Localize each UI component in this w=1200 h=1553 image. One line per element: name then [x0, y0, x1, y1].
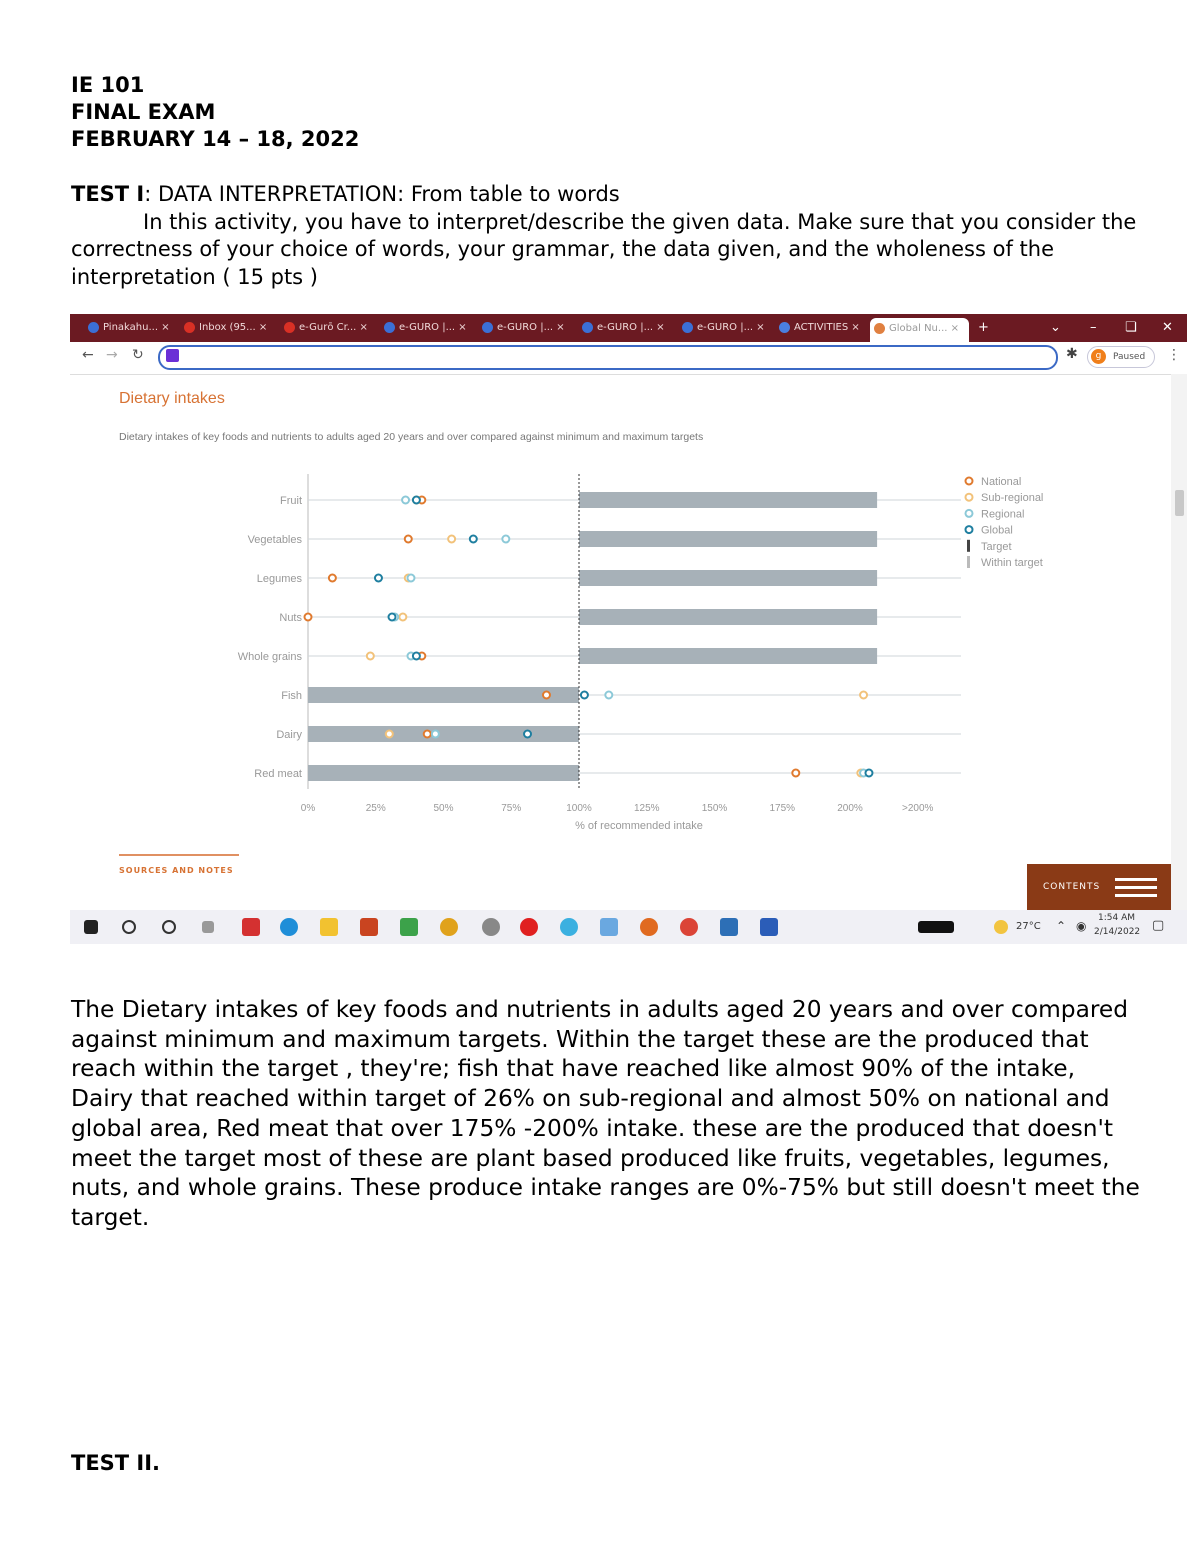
legend-marker — [967, 540, 970, 552]
browser-tab[interactable] — [870, 318, 969, 342]
contents-label: CONTENTS — [1043, 882, 1101, 892]
browser-tab-bar — [70, 314, 1187, 342]
tab-close-icon[interactable]: × — [356, 322, 368, 333]
tab-label: Inbox (95... — [199, 322, 256, 333]
within-target-bar — [308, 726, 579, 742]
data-point — [367, 653, 374, 660]
close-window-icon[interactable]: ✕ — [1162, 320, 1173, 335]
within-target-bar — [308, 765, 579, 781]
tab-close-icon[interactable]: × — [553, 322, 565, 333]
page-subtitle: Dietary intakes of key foods and nutrients to adults aged 20 years and over compared against minimum and maximum targets — [119, 431, 704, 443]
legend-marker — [967, 556, 970, 568]
page-scrollbar[interactable] — [1171, 374, 1187, 910]
cortana-icon[interactable] — [162, 920, 176, 934]
category-label: Fruit — [280, 495, 302, 507]
within-target-bar — [579, 492, 877, 508]
tab-label: e-GURO |... — [497, 322, 554, 333]
data-point — [405, 536, 412, 543]
x-tick-label: 25% — [365, 803, 386, 814]
windows-start-icon[interactable] — [84, 920, 98, 934]
chrome-icon[interactable] — [440, 918, 458, 936]
tab-close-icon[interactable]: × — [653, 322, 665, 333]
clock-date[interactable]: 2/14/2022 — [1094, 927, 1141, 937]
legend-label: Global — [981, 524, 1013, 537]
edge-browser-icon[interactable] — [280, 918, 298, 936]
gallery-app-icon[interactable] — [720, 918, 738, 936]
forward-icon[interactable]: → — [106, 347, 118, 363]
tray-app-icon[interactable] — [918, 921, 954, 933]
data-point — [448, 536, 455, 543]
clock-time[interactable]: 1:54 AM — [1098, 913, 1135, 923]
minimize-icon[interactable]: – — [1090, 320, 1097, 335]
browser-tab[interactable] — [578, 317, 672, 339]
data-point — [543, 692, 550, 699]
data-point — [375, 575, 382, 582]
course-code: IE 101 — [71, 73, 145, 97]
exam-dates: FEBRUARY 14 – 18, 2022 — [71, 127, 360, 151]
tab-label: e-GURO |... — [399, 322, 456, 333]
browser-tab[interactable] — [678, 317, 772, 339]
test2-heading: TEST II. — [71, 1451, 161, 1475]
tray-chevron-icon[interactable]: ⌃ — [1056, 919, 1067, 933]
legend-label: National — [981, 476, 1022, 488]
tab-favicon-icon — [582, 322, 593, 333]
temperature-readout: 27°C — [1016, 921, 1041, 932]
tab-favicon-icon — [874, 323, 885, 334]
firefox-icon[interactable] — [640, 918, 658, 936]
legend-label: Within target — [981, 557, 1043, 569]
web-page-content — [70, 374, 1187, 910]
page-title: Dietary intakes — [119, 390, 225, 407]
chrome-active-icon[interactable] — [680, 918, 698, 936]
tab-favicon-icon — [779, 322, 790, 333]
x-tick-label: 125% — [633, 803, 660, 814]
category-label: Red meat — [254, 768, 302, 780]
contents-button[interactable] — [1027, 864, 1173, 910]
data-point — [413, 653, 420, 660]
x-tick-label: 150% — [701, 803, 728, 814]
opera-browser-icon[interactable] — [520, 918, 538, 936]
tab-close-icon[interactable]: × — [255, 322, 268, 333]
x-tick-label: 0% — [300, 803, 316, 814]
tab-favicon-icon — [682, 322, 693, 333]
tab-close-icon[interactable]: × — [947, 323, 959, 334]
address-bar — [70, 342, 1187, 375]
tab-favicon-icon — [184, 322, 195, 333]
data-point — [305, 614, 312, 621]
browser-tab[interactable] — [380, 317, 474, 339]
browser-tab[interactable] — [84, 317, 178, 339]
data-point — [792, 770, 799, 777]
tab-label: ACTIVITIES — [794, 322, 849, 333]
notifications-icon[interactable]: ▢ — [1152, 918, 1165, 933]
tab-close-icon[interactable]: × — [848, 322, 860, 333]
browser-tab[interactable] — [478, 317, 572, 339]
data-point — [329, 575, 336, 582]
data-point — [470, 536, 477, 543]
extensions-puzzle-icon[interactable]: ✱ — [1066, 346, 1078, 362]
tab-label: e-GURO |... — [597, 322, 654, 333]
exam-title: FINAL EXAM — [71, 100, 216, 124]
legend-label: Regional — [981, 508, 1025, 521]
data-point — [432, 731, 439, 738]
tab-label: Pinakahu... — [103, 322, 159, 333]
test1-instructions: In this activity, you have to interpret/describe the given data. Make sure that you consider the correctness of your choice of words, your grammar, the data given, and the wholeness of the interpretation ( 15 pts ) — [71, 209, 1137, 289]
data-point — [502, 536, 509, 543]
x-tick-label: 175% — [769, 803, 796, 814]
tab-favicon-icon — [384, 322, 395, 333]
x-tick-label: 100% — [566, 803, 592, 814]
tab-close-icon[interactable]: × — [753, 322, 765, 333]
x-axis-label: % of recommended intake — [575, 820, 703, 832]
within-target-bar — [579, 570, 877, 586]
within-target-bar — [579, 531, 877, 547]
data-point — [407, 575, 414, 582]
x-tick-label: >200% — [902, 803, 934, 814]
tab-search-chevron-icon[interactable]: ⌄ — [1050, 320, 1061, 335]
legend-marker — [966, 510, 973, 517]
data-point — [605, 692, 612, 699]
globe-app-icon[interactable] — [560, 918, 578, 936]
x-tick-label: 50% — [433, 803, 454, 814]
legend-label: Target — [981, 540, 1012, 553]
new-tab-button[interactable]: + — [978, 320, 989, 335]
data-point — [386, 731, 393, 738]
within-target-bar — [579, 648, 877, 664]
network-icon[interactable]: ◉ — [1076, 919, 1087, 933]
legend-label: Sub-regional — [981, 492, 1044, 505]
within-target-bar — [308, 687, 579, 703]
url-input[interactable] — [158, 345, 1058, 370]
x-tick-label: 75% — [501, 803, 522, 814]
word-app-icon[interactable] — [760, 918, 778, 936]
data-point — [413, 497, 420, 504]
tab-favicon-icon — [88, 322, 99, 333]
tab-label: e-GURO |... — [697, 322, 754, 333]
data-point — [865, 770, 872, 777]
hamburger-icon — [1115, 878, 1157, 881]
scrollbar-thumb[interactable] — [1175, 490, 1184, 516]
category-label: Whole grains — [237, 651, 302, 663]
tab-label: e-Gurō Cr... — [299, 322, 357, 333]
data-point — [389, 614, 396, 621]
browser-tab[interactable] — [280, 317, 374, 339]
legend-marker — [966, 478, 973, 485]
tab-favicon-icon — [482, 322, 493, 333]
photos-app-icon[interactable] — [400, 918, 418, 936]
data-point — [402, 497, 409, 504]
legend-marker — [966, 494, 973, 501]
test1-heading: : DATA INTERPRETATION: From table to words — [144, 182, 620, 206]
category-label: Nuts — [279, 612, 302, 624]
profile-paused-button[interactable] — [1087, 346, 1155, 368]
test1-section — [71, 181, 1141, 291]
browser-menu-icon[interactable]: ⋮ — [1167, 347, 1181, 363]
file-explorer-icon[interactable] — [320, 918, 338, 936]
reload-icon[interactable]: ↻ — [132, 347, 144, 363]
tab-favicon-icon — [284, 322, 295, 333]
data-point — [424, 731, 431, 738]
settings-gear-icon[interactable] — [482, 918, 500, 936]
dietary-intake-chart — [70, 374, 1070, 832]
within-target-bar — [579, 609, 877, 625]
site-favicon-icon — [166, 349, 179, 362]
task-view-icon[interactable] — [202, 921, 214, 933]
student-answer: The Dietary intakes of key foods and nutrients in adults aged 20 years and over compared against minimum and maximum targets. Within the target these are the produced that reach within the target , they're; fish that have reached like almost 90% of the intake, Dairy that reached within target of 26% on sub-regional and almost 50% on national and global area, Red meat that over 175% -200% intake. these are the produced that doesn't meet the target most of these are plant based produced like fruits, vegetables, legumes, nuts, and whole grains. These produce intake ranges are 0%-75% but still doesn't meet the target. — [71, 996, 1140, 1231]
browser-tab[interactable] — [775, 317, 869, 339]
legend-marker — [966, 526, 973, 533]
x-tick-label: 200% — [837, 803, 863, 814]
paused-label: Paused — [1113, 352, 1146, 362]
browser-screenshot — [70, 314, 1187, 944]
data-point — [399, 614, 406, 621]
data-point — [524, 731, 531, 738]
tab-label: Global Nu... — [889, 323, 948, 334]
powerpoint-icon[interactable] — [360, 918, 378, 936]
back-icon[interactable]: ← — [82, 347, 94, 363]
tab-close-icon[interactable]: × — [455, 322, 467, 333]
category-label: Legumes — [256, 573, 302, 585]
tab-close-icon[interactable]: × — [158, 322, 170, 333]
windows-taskbar — [70, 910, 1187, 944]
sources-and-notes-link[interactable]: SOURCES AND NOTES — [119, 854, 239, 875]
test1-label: TEST I — [71, 182, 145, 206]
messages-app-icon[interactable] — [600, 918, 618, 936]
maximize-icon[interactable]: ❏ — [1125, 320, 1137, 335]
mail-app-icon[interactable] — [242, 918, 260, 936]
data-point — [860, 692, 867, 699]
search-icon[interactable] — [122, 920, 136, 934]
category-label: Vegetables — [247, 534, 302, 546]
exam-header — [71, 72, 359, 153]
profile-avatar: g — [1091, 349, 1106, 364]
category-label: Dairy — [276, 729, 302, 741]
weather-icon[interactable] — [994, 920, 1008, 934]
category-label: Fish — [281, 690, 302, 702]
data-point — [581, 692, 588, 699]
browser-tab[interactable] — [180, 317, 274, 339]
